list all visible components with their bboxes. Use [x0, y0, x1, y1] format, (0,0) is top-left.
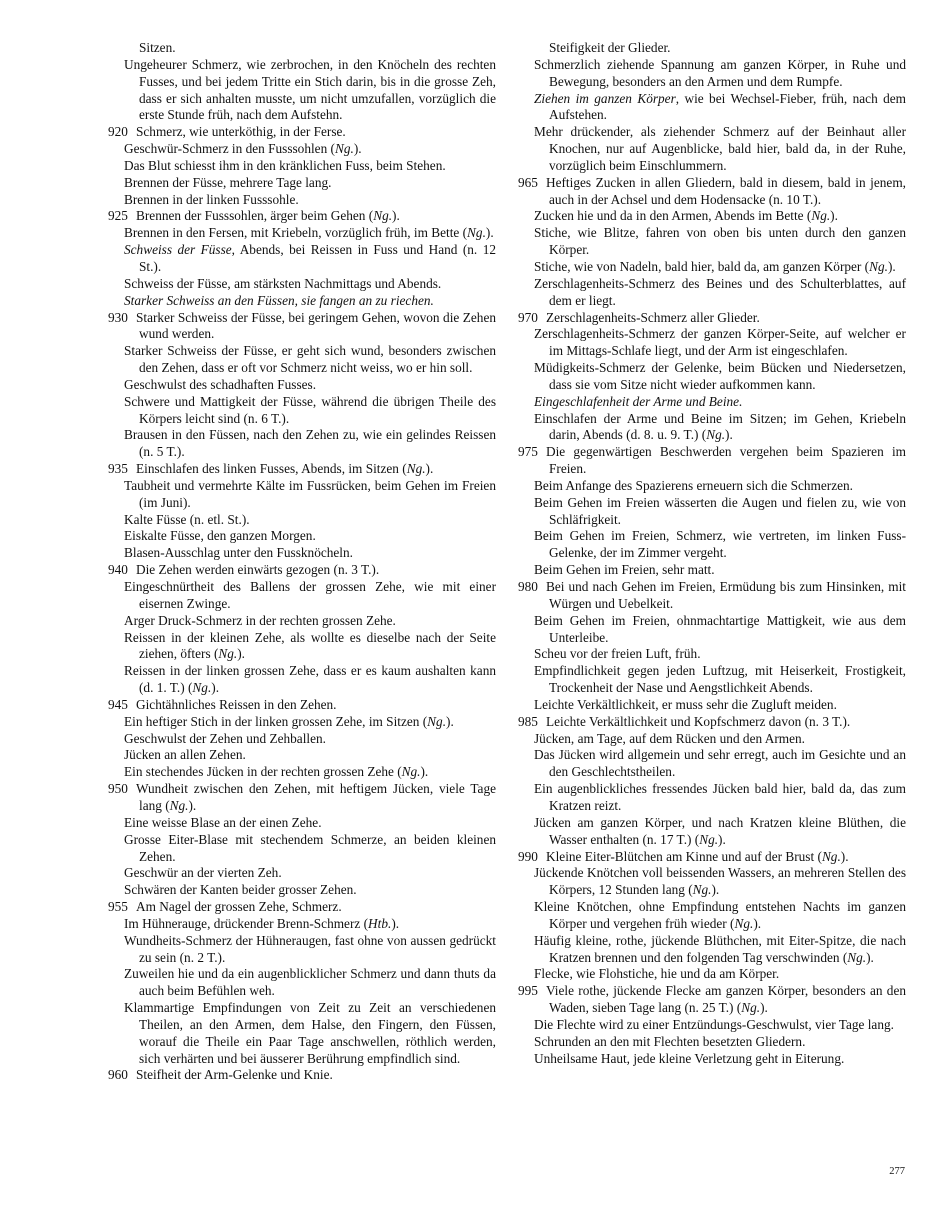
entry-text: ).	[725, 427, 733, 443]
entry-text: Brennen in der linken Fusssohle.	[124, 191, 299, 207]
symptom-entry	[518, 579, 906, 613]
entry-text: Häufig kleine, rothe, jückende Blüthchen, mit Eiter-Spitze, die nach Kratzen brennen und den folgenden Tag verschwinden (	[534, 932, 906, 965]
entry-text: Flecke, wie Flohstiche, hie und da am Körper.	[534, 966, 780, 982]
symptom-entry	[108, 562, 496, 579]
symptom-entry	[108, 882, 496, 899]
entry-text: Brennen der Füsse, mehrere Tage lang.	[124, 174, 332, 190]
symptom-entry	[518, 646, 906, 663]
entry-text: Die Flechte wird zu einer Entzündungs-Geschwulst, vier Tage lang.	[534, 1016, 894, 1032]
symptom-entry	[108, 764, 496, 781]
symptom-entry	[518, 899, 906, 933]
entry-text: Bei und nach Gehen im Freien, Ermüdung bis zum Hinsinken, mit Würgen und Uebelkeit.	[546, 579, 906, 611]
entry-text: Zuweilen hie und da ein augenblicklicher Schmerz und dann thuts da auch beim Befühlen weh.	[124, 966, 496, 999]
symptom-entry	[518, 865, 906, 899]
entry-text: Beim Gehen im Freien, Schmerz, wie vertreten, im linken Fuss-Gelenke, der im Zimmer vergeht.	[534, 528, 906, 561]
symptom-entry	[518, 815, 906, 849]
symptom-entry	[518, 360, 906, 394]
entry-text: , Abends, bei Reissen in Fuss und Hand (n. 12 St.).	[139, 242, 496, 274]
entry-text-italic: Ng.	[467, 225, 486, 241]
symptom-entry	[518, 276, 906, 310]
entry-number: 955	[108, 899, 128, 915]
entry-text: ).	[840, 848, 849, 864]
entry-text: , wie bei Wechsel-Fieber, früh, nach dem Aufstehen.	[549, 90, 906, 123]
entry-text-italic: Ng.	[401, 764, 421, 780]
entry-number: 990	[518, 848, 538, 864]
symptom-entry	[518, 1034, 906, 1051]
entry-text: Das Blut schiesst ihm in den kränklichen Fuss, beim Stehen.	[124, 157, 446, 173]
entry-text: Empfindlichkeit gegen jeden Luftzug, mit Heiserkeit, Frostigkeit, Trockenheit der Nase und Aengstlichkeit Abends.	[534, 663, 906, 696]
entry-number: 920	[108, 124, 128, 140]
entry-text: Stiche, wie Blitze, fahren von oben bis unten durch den ganzen Körper.	[534, 225, 906, 258]
entry-text: Schweiss der Füsse, am stärksten Nachmittags und Abends.	[124, 275, 442, 291]
symptom-entry	[108, 916, 496, 933]
symptom-entry	[108, 192, 496, 209]
entry-text: Kalte Füsse (n. etl. St.).	[124, 511, 250, 527]
entry-text: Klammartige Empfindungen von Zeit zu Zeit an verschiedenen Theilen, an den Armen, dem Halse, den Fingern, den Füssen, worauf die Theile ein Paar Tage anschwellen, röthlich werden, sich verhärten und bei äusserer Berührung empfindlich sind.	[124, 1000, 496, 1066]
entry-text: Heftiges Zucken in allen Gliedern, bald in diesem, bald in jenem, auch in der Achsel und dem Hodensacke (n. 10 T.).	[546, 174, 906, 207]
entry-text: Mehr drückender, als ziehender Schmerz auf der Beinhaut aller Knochen, nur auf Augenblicke, bald hier, bald da, in der Ruhe, vorzüglich beim Einschlummern.	[534, 124, 906, 173]
entry-text: ).	[485, 225, 494, 241]
entry-text-italic: Ng.	[869, 258, 888, 274]
entry-text: ).	[830, 208, 838, 224]
entry-text: Die gegenwärtigen Beschwerden vergehen beim Spazieren im Freien.	[546, 444, 906, 477]
symptom-entry	[108, 478, 496, 512]
symptom-entry	[108, 293, 496, 310]
entry-text: Ein stechendes Jücken in der rechten grossen Zehe (	[124, 764, 402, 780]
entry-text: Beim Gehen im Freien, sehr matt.	[534, 562, 715, 578]
entry-text: ).	[420, 764, 429, 780]
entry-text: Ungeheurer Schmerz, wie zerbrochen, in den Knöcheln des rechten Fusses, und bei jedem Tritte ein Stich darin, bis in die grosse Zeh, dass er sich anhalten musste, um nicht umzufallen, vorzüglich die erste Stunde früh, nach dem Aufstehn.	[124, 56, 496, 123]
symptom-entry	[518, 663, 906, 697]
symptom-entry	[108, 697, 496, 714]
entry-text: Gichtähnliches Reissen in den Zehen.	[136, 696, 337, 712]
entry-text: Schwären der Kanten beider grosser Zehen.	[124, 882, 357, 898]
symptom-entry	[518, 613, 906, 647]
entry-text: Geschwür-Schmerz in den Fusssohlen (	[124, 141, 335, 157]
entry-text-italic: Ng.	[821, 848, 841, 864]
symptom-entry	[108, 225, 496, 242]
entry-text: Blasen-Ausschlag unter den Fussknöcheln.	[124, 545, 353, 561]
symptom-entry	[108, 663, 496, 697]
symptom-entry	[108, 158, 496, 175]
symptom-entry	[518, 175, 906, 209]
entry-text-italic: Ng.	[218, 646, 238, 662]
entry-text: Im Hühnerauge, drückender Brenn-Schmerz (	[124, 915, 369, 931]
entry-text-italic: Ng.	[706, 427, 726, 443]
entry-text: Steifigkeit der Glieder.	[549, 40, 671, 55]
entry-text: Zerschlagenheits-Schmerz aller Glieder.	[546, 309, 760, 325]
entry-text: Schmerzlich ziehende Spannung am ganzen Körper, in Ruhe und Bewegung, besonders an den Armen und dem Rumpfe.	[534, 56, 906, 89]
entry-text-italic: Ng.	[169, 797, 189, 813]
symptom-entry	[108, 613, 496, 630]
symptom-entry	[518, 259, 906, 276]
entry-number: 980	[518, 579, 538, 594]
symptom-entry	[518, 57, 906, 91]
entry-text: ).	[887, 258, 896, 274]
symptom-entry	[108, 310, 496, 344]
page-number: 277	[889, 1166, 905, 1177]
symptom-entry	[108, 865, 496, 882]
entry-text: Geschwulst des schadhaften Fusses.	[124, 376, 317, 392]
entry-text-italic: Ziehen im ganzen Körper	[534, 90, 676, 106]
entry-text: Zerschlagenheits-Schmerz der ganzen Körper-Seite, auf welcher er im Mittags-Schlafe liegt, und der Arm ist eingeschlafen.	[534, 326, 906, 359]
entry-text: Brausen in den Füssen, nach den Zehen zu, wie ein gelindes Reissen (n. 5 T.).	[124, 427, 496, 460]
symptom-entry	[518, 1051, 906, 1068]
symptom-entry	[108, 461, 496, 478]
entry-text: ).	[237, 646, 245, 662]
symptom-entry	[518, 394, 906, 411]
entry-text: ).	[211, 680, 220, 696]
symptom-entry	[518, 124, 906, 175]
entry-number: 925	[108, 208, 128, 224]
entry-text: Geschwür an der vierten Zeh.	[124, 865, 282, 881]
entry-text: ).	[391, 915, 400, 931]
symptom-entry	[518, 310, 906, 327]
symptom-entry	[108, 714, 496, 731]
symptom-entry	[108, 899, 496, 916]
entry-number: 940	[108, 562, 128, 578]
entry-text: Viele rothe, jückende Flecke am ganzen Körper, besonders an den Waden, sieben Tage lang (n. 25 T.) (	[546, 983, 906, 1016]
symptom-entry	[108, 242, 496, 276]
entry-text-italic: Ng.	[741, 1000, 761, 1016]
entry-number: 935	[108, 461, 128, 477]
entry-text: ).	[425, 461, 434, 477]
entry-text: Wundheit zwischen den Zehen, mit heftigem Jücken, viele Tage lang (	[136, 781, 496, 813]
entry-text: Jückende Knötchen voll beissenden Wassers, an mehreren Stellen des Körpers, 12 Stunden lang (	[534, 865, 906, 898]
entry-text: Starker Schweiss der Füsse, bei geringem Gehen, wovon die Zehen wund werden.	[136, 309, 496, 342]
entry-text: Wundheits-Schmerz der Hühneraugen, fast ohne von aussen gedrückt zu sein (n. 2 T.).	[124, 932, 496, 965]
entry-text: Beim Gehen im Freien wässerten die Augen und fielen zu, wie von Schläfrigkeit.	[534, 494, 906, 527]
symptom-entry	[518, 714, 906, 731]
entry-text-italic: Ng.	[734, 915, 754, 931]
symptom-entry	[518, 731, 906, 748]
entry-text: Arger Druck-Schmerz in der rechten grossen Zehe.	[124, 612, 396, 628]
symptom-entry	[518, 208, 906, 225]
symptom-entry	[518, 326, 906, 360]
entry-text: Grosse Eiter-Blase mit stechendem Schmerze, an beiden kleinen Zehen.	[124, 831, 496, 864]
symptom-entry	[108, 1067, 496, 1084]
entry-text: Schwere und Mattigkeit der Füsse, während die übrigen Theile des Körpers leicht sind (n. 6 T.).	[124, 393, 496, 426]
entry-text-italic: Ng.	[406, 461, 426, 477]
entry-text: Sitzen.	[139, 40, 176, 55]
entry-text-italic: Ng.	[427, 713, 447, 729]
entry-text: Kleine Knötchen, ohne Empfindung entstehen Nachts im ganzen Körper und vergehen früh wieder (	[534, 899, 906, 931]
entry-text: ).	[718, 831, 726, 847]
entry-text: ).	[353, 141, 362, 157]
symptom-entry	[108, 208, 496, 225]
entry-text: ).	[711, 882, 720, 898]
symptom-entry	[108, 579, 496, 613]
entry-text: Einschlafen der Arme und Beine im Sitzen; im Gehen, Kriebeln darin, Abends (d. 8. u. 9. T.) (	[534, 410, 906, 443]
symptom-entry	[518, 528, 906, 562]
entry-text: Schrunden an den mit Flechten besetzten Gliedern.	[534, 1033, 806, 1049]
symptom-entry	[108, 377, 496, 394]
entry-text: Brennen der Fusssohlen, ärger beim Gehen (	[136, 208, 374, 224]
left-column	[108, 40, 496, 1084]
entry-text: Reissen in der kleinen Zehe, als wollte es dieselbe nach der Seite ziehen, öfters (	[124, 629, 496, 662]
entry-number: 945	[108, 696, 128, 712]
entry-text: Die Zehen werden einwärts gezogen (n. 3 T.).	[136, 562, 380, 578]
symptom-entry	[518, 444, 906, 478]
entry-text-italic: Ng.	[373, 208, 393, 224]
symptom-entry	[108, 815, 496, 832]
entry-text: Stiche, wie von Nadeln, bald hier, bald da, am ganzen Körper (	[534, 258, 870, 274]
entry-text-italic: Starker Schweiss an den Füssen, sie fangen an zu riechen.	[124, 292, 434, 308]
entry-text: Eiskalte Füsse, den ganzen Morgen.	[124, 528, 316, 544]
symptom-entry	[518, 966, 906, 983]
entry-text: Beim Gehen im Freien, ohnmachtartige Mattigkeit, wie aus dem Unterleibe.	[534, 612, 906, 645]
entry-number: 960	[108, 1067, 128, 1083]
symptom-entry	[518, 225, 906, 259]
symptom-entry	[108, 630, 496, 664]
symptom-entry	[108, 966, 496, 1000]
entry-number: 965	[518, 174, 538, 190]
symptom-entry	[518, 91, 906, 125]
symptom-entry	[108, 124, 496, 141]
entry-text-italic: Ng.	[334, 141, 354, 157]
entry-text: Ein heftiger Stich in der linken grossen Zehe, im Sitzen (	[124, 713, 428, 729]
entry-text: ).	[753, 915, 762, 931]
symptom-entry	[108, 528, 496, 545]
symptom-entry	[518, 411, 906, 445]
entry-number: 985	[518, 713, 538, 729]
symptom-entry	[518, 849, 906, 866]
entry-text-italic: Ng.	[847, 949, 867, 965]
entry-text: Starker Schweiss der Füsse, er geht sich wund, besonders zwischen den Zehen, dass er oft vor Schmerz nicht weiss, wo er hin soll.	[124, 343, 496, 376]
entry-text: Jücken am ganzen Körper, und nach Kratzen kleine Blüthen, die Wasser enthalten (n. 17 T.) (	[534, 814, 906, 847]
entry-text-italic: Ng.	[811, 208, 831, 224]
entry-text: Scheu vor der freien Luft, früh.	[534, 646, 701, 662]
entry-text: Geschwulst der Zehen und Zehballen.	[124, 730, 326, 746]
entry-number: 930	[108, 309, 128, 325]
entry-text-italic: Ng.	[692, 882, 712, 898]
entry-text: Zerschlagenheits-Schmerz des Beines und des Schulterblattes, auf dem er liegt.	[534, 275, 906, 308]
entry-text: Müdigkeits-Schmerz der Gelenke, beim Bücken und Niedersetzen, dass sie vom Sitze nicht wieder aufkommen kann.	[534, 360, 906, 392]
symptom-entry	[108, 512, 496, 529]
symptom-entry	[108, 747, 496, 764]
symptom-entry	[108, 545, 496, 562]
symptom-entry	[108, 40, 496, 57]
entry-text: Leichte Verkältlichkeit und Kopfschmerz davon (n. 3 T.).	[546, 713, 851, 729]
entry-text: Kleine Eiter-Blütchen am Kinne und auf der Brust (	[546, 848, 822, 864]
symptom-entry	[518, 933, 906, 967]
right-column	[518, 40, 906, 1067]
entry-text: Zucken hie und da in den Armen, Abends im Bette (	[534, 208, 812, 224]
entry-text: Am Nagel der grossen Zehe, Schmerz.	[136, 899, 342, 915]
entry-text-italic: Htb.	[368, 915, 392, 931]
entry-text-italic: Schweiss der Füsse	[124, 242, 232, 258]
symptom-entry	[108, 175, 496, 192]
entry-text: Steifheit der Arm-Gelenke und Knie.	[136, 1067, 333, 1083]
symptom-entry	[518, 697, 906, 714]
symptom-entry	[518, 747, 906, 781]
entry-text: ).	[188, 797, 197, 813]
entry-text: Das Jücken wird allgemein und sehr erregt, auch im Gesichte und an den Geschlechtstheilen.	[534, 747, 906, 780]
entry-text-italic: Eingeschlafenheit der Arme und Beine.	[534, 393, 743, 409]
symptom-entry	[518, 478, 906, 495]
symptom-entry	[108, 427, 496, 461]
entry-number: 975	[518, 444, 538, 460]
entry-text: Unheilsame Haut, jede kleine Verletzung geht in Eiterung.	[534, 1050, 845, 1066]
entry-text: Eingeschnürtheit des Ballens der grossen Zehe, wie mit einer eisernen Zwinge.	[124, 579, 496, 611]
entry-text: Taubheit und vermehrte Kälte im Fussrücken, beim Gehen im Freien (im Juni).	[124, 477, 496, 510]
entry-text: Jücken, am Tage, auf dem Rücken und den Armen.	[534, 730, 805, 746]
entry-text: Brennen in den Fersen, mit Kriebeln, vorzüglich früh, im Bette (	[124, 225, 468, 241]
symptom-entry	[108, 57, 496, 124]
symptom-entry	[108, 141, 496, 158]
entry-text: Einschlafen des linken Fusses, Abends, im Sitzen (	[136, 461, 407, 477]
entry-text-italic: Ng.	[192, 680, 212, 696]
entry-text: Reissen in der linken grossen Zehe, dass er es kaum aushalten kann (d. 1. T.) (	[124, 663, 496, 696]
symptom-entry	[518, 495, 906, 529]
entry-text: ).	[446, 713, 454, 729]
symptom-entry	[108, 394, 496, 428]
entry-text: ).	[866, 949, 874, 965]
symptom-entry	[108, 276, 496, 293]
entry-text: ).	[392, 208, 400, 224]
symptom-entry	[518, 1017, 906, 1034]
symptom-entry	[108, 1000, 496, 1067]
entry-text: Schmerz, wie unterköthig, in der Ferse.	[136, 124, 346, 140]
entry-text: Ein augenblickliches fressendes Jücken bald hier, bald da, das zum Kratzen reizt.	[534, 781, 906, 813]
symptom-entry	[108, 343, 496, 377]
entry-text: ).	[760, 1000, 768, 1016]
symptom-entry	[108, 832, 496, 866]
entry-text: Beim Anfange des Spazierens erneuern sich die Schmerzen.	[534, 477, 854, 493]
entry-number: 970	[518, 309, 538, 325]
symptom-entry	[108, 781, 496, 815]
symptom-entry	[518, 40, 906, 57]
symptom-entry	[518, 562, 906, 579]
entry-text: Leichte Verkältlichkeit, er muss sehr die Zugluft meiden.	[534, 696, 837, 712]
entry-number: 995	[518, 983, 538, 999]
symptom-entry	[108, 731, 496, 748]
symptom-entry	[108, 933, 496, 967]
entry-text: Eine weisse Blase an der einen Zehe.	[124, 814, 322, 830]
symptom-entry	[518, 983, 906, 1017]
entry-number: 950	[108, 781, 128, 797]
entry-text-italic: Ng.	[699, 831, 719, 847]
symptom-entry	[518, 781, 906, 815]
entry-text: Jücken an allen Zehen.	[124, 747, 246, 763]
